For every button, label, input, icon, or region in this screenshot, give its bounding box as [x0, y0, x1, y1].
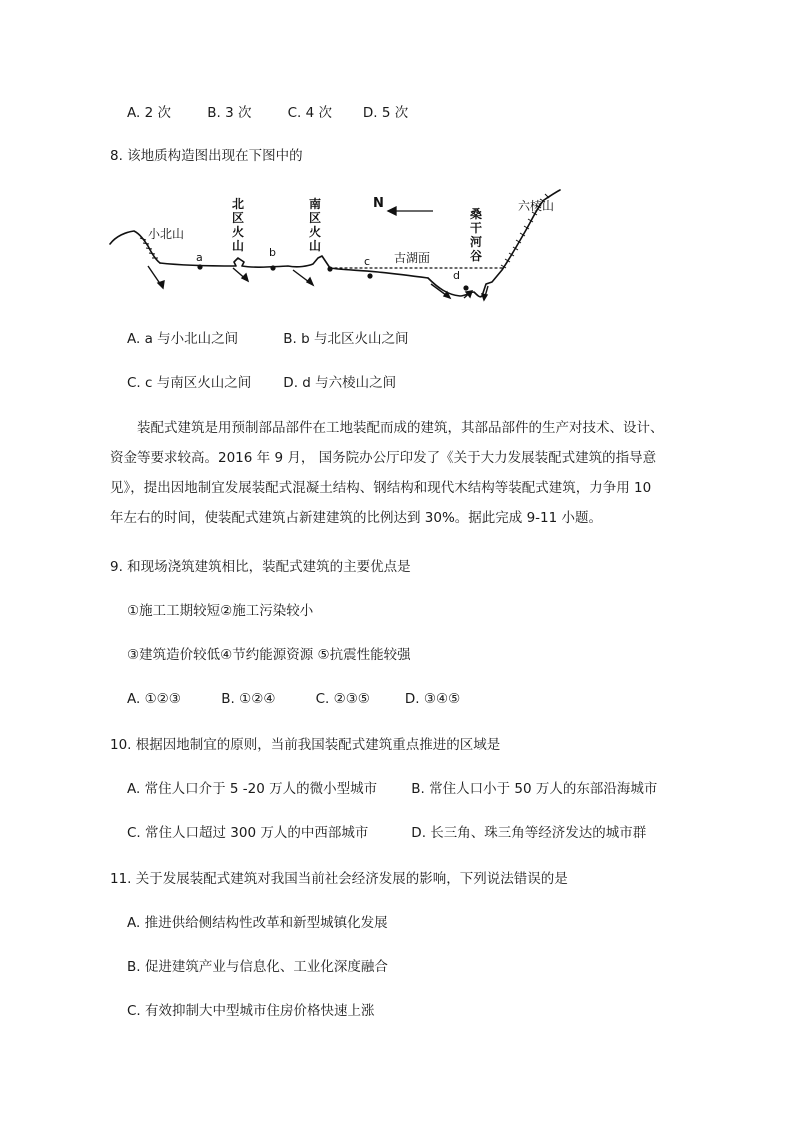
point-a-dot — [197, 264, 202, 269]
label-nanqu-3: 火 — [309, 225, 322, 239]
q10-options-row1 — [127, 779, 657, 799]
point-b-dot — [270, 265, 275, 270]
q10-stem: 10. 根据因地制宜的原则，当前我国装配式建筑重点推进的区域是 — [110, 737, 501, 753]
label-ancient-lake: 古湖面 — [394, 251, 431, 265]
q8-option-d: D. d 与六棱山之间 — [283, 375, 397, 391]
label-nanqu-1: 南 — [309, 197, 322, 211]
q10-option-b: B. 常住人口小于 50 万人的东部沿海城市 — [411, 781, 658, 797]
q10-option-d: D. 长三角、珠三角等经济发达的城市群 — [411, 825, 647, 841]
label-point-a: a — [196, 251, 203, 264]
q9-options — [127, 689, 460, 709]
q9-option-c: C. ②③⑤ — [315, 691, 370, 707]
label-point-d: d — [453, 269, 460, 282]
label-nanqu-4: 山 — [309, 239, 322, 253]
q8-options-row1 — [127, 329, 409, 349]
north-label: N — [373, 196, 384, 211]
passage-line-4: 年左右的时间，使装配式建筑占新建建筑的比例达到 30%。据此完成 9-11 小题。 — [110, 510, 603, 526]
south-volcano-base-dot — [327, 266, 332, 271]
passage-line-1: 装配式建筑是用预制部品部件在工地装配而成的建筑，其部品部件的生产对技术、设计、 — [137, 420, 664, 436]
q9-option-a: A. ①②③ — [127, 691, 181, 707]
q8-stem: 8. 该地质构造图出现在下图中的 — [110, 148, 303, 164]
label-sanggan-3: 河 — [470, 235, 483, 249]
q7-option-c: C. 4 次 — [287, 105, 332, 121]
q8-options-row2 — [127, 373, 396, 393]
q7-option-a: A. 2 次 — [127, 105, 171, 121]
label-xiaobeishan: 小北山 — [148, 227, 185, 241]
geologic-cross-section — [108, 188, 598, 313]
q11-option-b: B. 促进建筑产业与信息化、工业化深度融合 — [127, 959, 388, 975]
passage-line-2: 资金等要求较高。2016 年 9 月， 国务院办公厅印发了《关于大力发展装配式建筑的指导意 — [110, 450, 657, 466]
q8-option-b: B. b 与北区火山之间 — [283, 331, 409, 347]
q9-option-d: D. ③④⑤ — [404, 691, 461, 707]
q9-stem: 9. 和现场浇筑建筑相比，装配式建筑的主要优点是 — [110, 559, 411, 575]
q9-items-row1: ①施工工期较短②施工污染较小 — [127, 603, 314, 619]
point-c-dot — [367, 273, 372, 278]
label-beiqu-1: 北 — [232, 197, 245, 211]
q11-stem: 11. 关于发展装配式建筑对我国当前社会经济发展的影响，下列说法错误的是 — [110, 871, 568, 887]
label-point-c: c — [364, 255, 371, 268]
q9-items-row2: ③建筑造价较低④节约能源资源 ⑤抗震性能较强 — [127, 647, 411, 663]
label-nanqu-2: 区 — [309, 211, 322, 225]
passage-line-3: 见》，提出因地制宜发展装配式混凝土结构、钢结构和现代木结构等装配式建筑，力争用 10 — [110, 480, 652, 496]
label-sanggan-4: 谷 — [470, 249, 483, 263]
q7-option-d: D. 5 次 — [362, 105, 409, 121]
q11-option-a: A. 推进供给侧结构性改革和新型城镇化发展 — [127, 915, 388, 931]
q7-option-b: B. 3 次 — [207, 105, 252, 121]
reading-passage — [110, 413, 690, 533]
label-beiqu-4: 山 — [232, 239, 245, 253]
q9-option-b: B. ①②④ — [221, 691, 276, 707]
q8-option-a: A. a 与小北山之间 — [127, 331, 239, 347]
q10-option-c: C. 常住人口超过 300 万人的中西部城市 — [127, 825, 369, 841]
label-beiqu-3: 火 — [232, 225, 245, 239]
q10-options-row2 — [127, 823, 646, 843]
q8-option-c: C. c 与南区火山之间 — [127, 375, 252, 391]
q7-options — [127, 103, 408, 123]
label-sanggan-2: 干 — [470, 221, 483, 235]
label-point-b: b — [269, 246, 276, 259]
label-beiqu-2: 区 — [232, 211, 245, 225]
label-liulengshan: 六棱山 — [518, 199, 555, 213]
point-d-dot — [463, 285, 468, 290]
q10-option-a: A. 常住人口介于 5 -20 万人的微小型城市 — [127, 781, 378, 797]
q11-option-c: C. 有效抑制大中型城市住房价格快速上涨 — [127, 1003, 375, 1019]
label-sanggan-1: 桑 — [470, 207, 483, 221]
